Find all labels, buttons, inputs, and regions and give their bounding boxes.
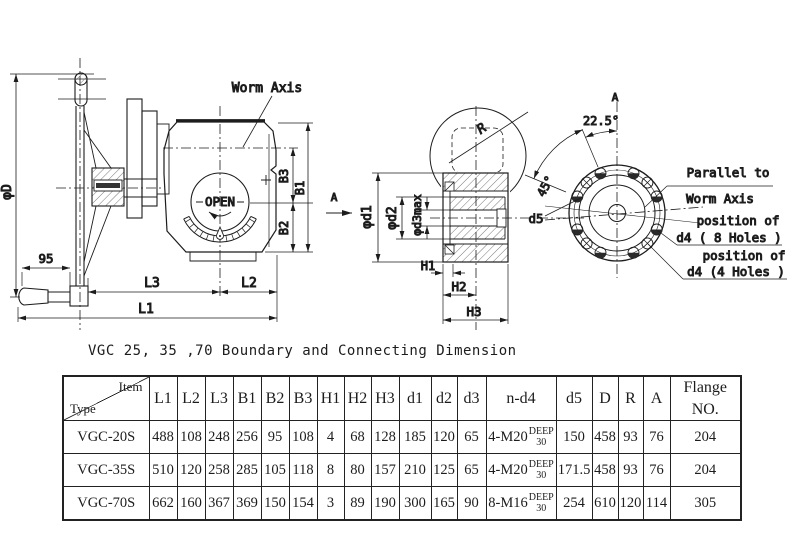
cell: 76	[643, 421, 670, 454]
cell: 165	[431, 487, 457, 521]
col-header-d5: d5	[556, 376, 592, 421]
cell: 125	[431, 454, 457, 487]
phi-d1-label: φd1	[360, 205, 375, 229]
dim-95-label: 95	[38, 251, 54, 266]
nd4-value: 4-M20	[488, 461, 528, 478]
cell: 108	[177, 421, 205, 454]
cell: 89	[344, 487, 371, 521]
dimension-table	[62, 375, 742, 521]
phi-d-label: φD	[0, 184, 15, 200]
cell: 248	[205, 421, 233, 454]
pos8-line1-label: position of	[696, 213, 780, 228]
table-row	[63, 487, 741, 521]
h2-label: H2	[451, 279, 467, 294]
cell: 3	[317, 487, 344, 521]
cell: 305	[670, 487, 741, 521]
flange-header-line2: NO.	[691, 400, 719, 418]
cell: 154	[289, 487, 317, 521]
col-header-L1: L1	[149, 376, 177, 421]
cell: 256	[233, 421, 261, 454]
col-header-B3: B3	[289, 376, 317, 421]
cell: 157	[371, 454, 399, 487]
col-header-L2: L2	[177, 376, 205, 421]
col-header-n-d4: n-d4	[486, 376, 556, 421]
cell: 118	[289, 454, 317, 487]
nd4-depth: 30	[536, 503, 547, 515]
pos4-line2-label: d4 (4 Holes )	[687, 264, 785, 279]
parallel-to-label: Parallel to	[686, 165, 770, 180]
cell: 120	[177, 454, 205, 487]
col-header-D: D	[592, 376, 618, 421]
cell: 204	[670, 421, 741, 454]
handwheel-side-view	[0, 58, 352, 330]
phi-d3max-label: φd3max	[410, 194, 424, 236]
flange-view	[525, 91, 787, 279]
h3-label: H3	[466, 304, 482, 319]
section-a-top-label: A	[611, 91, 619, 104]
b1-label: B1	[293, 180, 307, 196]
nd4-deep: DEEP	[528, 426, 554, 438]
cell: 93	[618, 454, 643, 487]
cell: 210	[399, 454, 431, 487]
nd4-value: 8-M16	[488, 494, 528, 511]
cell: 4	[317, 421, 344, 454]
angle-45-label: 45°	[534, 173, 557, 199]
flange-header-line1: Flange	[683, 379, 728, 396]
l3-label: L3	[144, 276, 160, 291]
cell-nd4	[486, 421, 556, 454]
pos4-line1-label: position of	[702, 248, 786, 263]
drawing-caption: VGC 25, 35 ,70 Boundary and Connecting Dimension	[88, 343, 517, 359]
cell: 662	[149, 487, 177, 521]
col-header-H3: H3	[371, 376, 399, 421]
col-header-H2: H2	[344, 376, 371, 421]
cell: 285	[233, 454, 261, 487]
cell: 458	[592, 454, 618, 487]
nd4-deep: DEEP	[528, 459, 554, 471]
l1-label: L1	[138, 302, 154, 317]
cell: 300	[399, 487, 431, 521]
cell: 610	[592, 487, 618, 521]
cell: 160	[177, 487, 205, 521]
nd4-value: 4-M20	[488, 428, 528, 445]
cell: 8	[317, 454, 344, 487]
open-label: OPEN	[204, 194, 236, 209]
phi-d2-label: φd2	[385, 206, 400, 230]
col-header-B1: B1	[233, 376, 261, 421]
cell-nd4	[486, 454, 556, 487]
cell: 510	[149, 454, 177, 487]
corner-header-cell	[63, 376, 149, 421]
parallel-worm-axis-label: Worm Axis	[686, 191, 754, 206]
cell: 190	[371, 487, 399, 521]
cell: 80	[344, 454, 371, 487]
col-header-A: A	[643, 376, 670, 421]
cell: 258	[205, 454, 233, 487]
col-header-R: R	[618, 376, 643, 421]
table-row	[63, 454, 741, 487]
col-header-L3: L3	[205, 376, 233, 421]
nd4-depth: 30	[536, 437, 547, 449]
col-header-d3: d3	[457, 376, 486, 421]
section-a-left-label: A	[330, 191, 338, 204]
cell: 120	[618, 487, 643, 521]
cell: 90	[457, 487, 486, 521]
cell: 76	[643, 454, 670, 487]
cell: 114	[643, 487, 670, 521]
cell: 204	[670, 454, 741, 487]
cell: 108	[289, 421, 317, 454]
col-header-B2: B2	[261, 376, 289, 421]
corner-type-label: Type	[70, 401, 96, 417]
worm-axis-label: Worm Axis	[231, 81, 303, 96]
cell: 120	[431, 421, 457, 454]
row-type: VGC-70S	[63, 487, 149, 521]
cell: 93	[618, 421, 643, 454]
cell: 367	[205, 487, 233, 521]
row-type: VGC-35S	[63, 454, 149, 487]
cell: 254	[556, 487, 592, 521]
nd4-depth: 30	[536, 470, 547, 482]
cell: 488	[149, 421, 177, 454]
cell-nd4	[486, 487, 556, 521]
b3-label: B3	[277, 168, 291, 184]
cell: 95	[261, 421, 289, 454]
col-header-flange-no	[670, 376, 741, 421]
cell: 171.5	[556, 454, 592, 487]
col-header-d1: d1	[399, 376, 431, 421]
corner-item-label: Item	[118, 379, 143, 394]
section-view	[360, 106, 584, 330]
b2-label: B2	[277, 220, 291, 236]
col-header-H1: H1	[317, 376, 344, 421]
pos8-line2-label: d4 ( 8 Holes )	[676, 230, 782, 245]
h1-label: H1	[420, 259, 436, 273]
cell: 185	[399, 421, 431, 454]
cell: 150	[556, 421, 592, 454]
cell: 68	[344, 421, 371, 454]
r-label: R	[474, 120, 490, 138]
cell: 105	[261, 454, 289, 487]
l2-label: L2	[241, 276, 257, 291]
angle-22-5-label: 22.5°	[582, 114, 620, 128]
col-header-d2: d2	[431, 376, 457, 421]
nd4-deep: DEEP	[528, 492, 554, 504]
table-row	[63, 421, 741, 454]
cell: 65	[457, 421, 486, 454]
d5-leader-label: d5	[528, 211, 544, 226]
cell: 369	[233, 487, 261, 521]
cell: 458	[592, 421, 618, 454]
cell: 65	[457, 454, 486, 487]
cell: 150	[261, 487, 289, 521]
cell: 128	[371, 421, 399, 454]
row-type: VGC-20S	[63, 421, 149, 454]
